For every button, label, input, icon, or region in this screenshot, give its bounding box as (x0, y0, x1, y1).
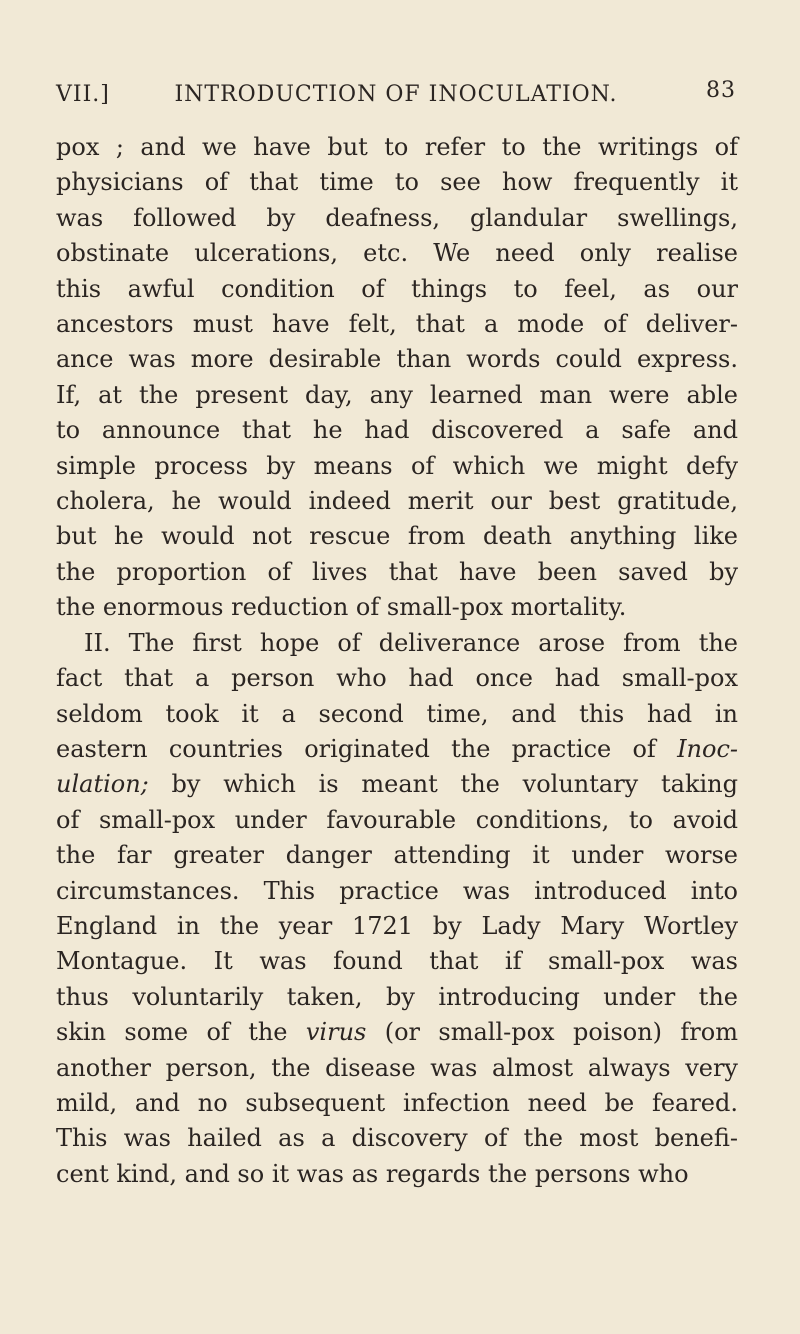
text-line: physicians of that time to see how frequently it (56, 168, 738, 197)
text-line: seldom took it a second time, and this had in (56, 699, 738, 728)
text-line (56, 1015, 738, 1050)
text-line: to announce that he had discovered a safe and (56, 416, 738, 445)
chapter-number: VII.] (56, 82, 110, 107)
text-line (56, 732, 738, 767)
text-line: fact that a person who had once had small-pox (56, 664, 738, 693)
text-line: cent kind, and so it was as regards the persons who (56, 1159, 689, 1188)
italic-term: Inoc- (677, 734, 738, 763)
text-line: thus voluntarily taken, by introducing under the (56, 982, 738, 1011)
text-line: ance was more desirable than words could express. (56, 345, 738, 374)
text-line (56, 767, 738, 802)
chapter-title: INTRODUCTION OF INOCULATION. (174, 82, 618, 107)
text-line: mild, and no subsequent infection need be feared. (56, 1088, 738, 1117)
text-line: the far greater danger attending it under worse (56, 841, 738, 870)
text-line: England in the year 1721 by Lady Mary Wortley (56, 911, 738, 940)
running-head (56, 78, 736, 118)
text-line: This was hailed as a discovery of the most benefi- (56, 1124, 738, 1153)
text-segment: eastern countries originated the practice of (56, 734, 678, 763)
italic-term: ulation; (56, 770, 149, 799)
text-line: this awful condition of things to feel, as our (56, 274, 738, 303)
body-text (56, 130, 738, 1192)
text-line: If, at the present day, any learned man were able (56, 380, 738, 409)
text-line: was followed by deafness, glandular swellings, (56, 203, 738, 232)
text-line: the enormous reduction of small-pox mortality. (56, 593, 627, 622)
text-segment: by which is meant the voluntary taking (148, 770, 738, 799)
italic-term: virus (305, 1018, 367, 1047)
text-line: Montague. It was found that if small-pox was (56, 947, 738, 976)
text-line: but he would not rescue from death anything like (56, 522, 738, 551)
text-line: of small-pox under favourable conditions, to avoid (56, 805, 738, 834)
text-line: another person, the disease was almost always very (56, 1053, 738, 1082)
text-line: cholera, he would indeed merit our best gratitude, (56, 487, 738, 516)
text-line: ancestors must have felt, that a mode of deliver- (56, 310, 738, 339)
text-line: simple process by means of which we might defy (56, 451, 738, 480)
text-segment: (or small-pox poison) from (366, 1018, 738, 1047)
text-line: obstinate ulcerations, etc. We need only realise (56, 239, 738, 268)
text-segment: skin some of the (56, 1018, 306, 1047)
text-line: pox ; and we have but to refer to the writings of (56, 133, 738, 161)
page-number: 83 (706, 78, 736, 103)
text-line: II. The first hope of deliverance arose from the (84, 628, 738, 657)
text-line: circumstances. This practice was introduced into (56, 876, 738, 905)
text-line: the proportion of lives that have been saved by (56, 557, 738, 586)
